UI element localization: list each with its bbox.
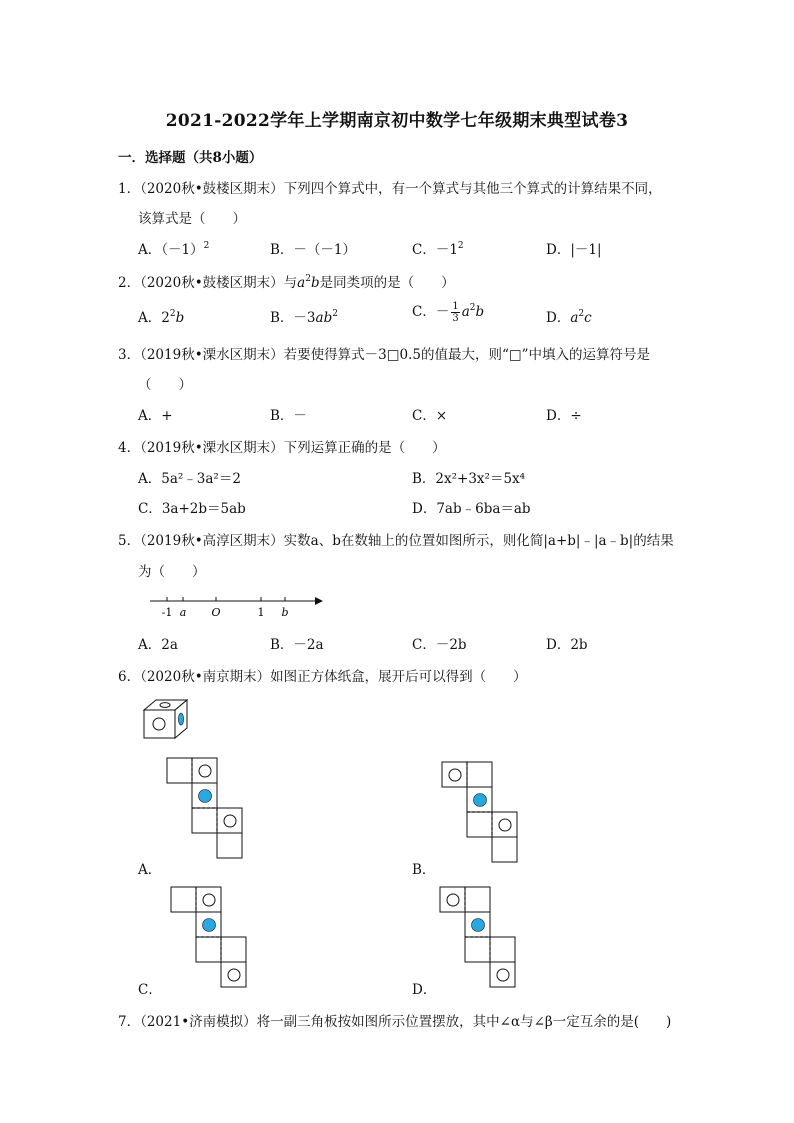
question-1-stem: 1．（2020秋•鼓楼区期末）下列四个算式中，有一个算式与其他三个算式的计算结果不同，	[118, 181, 662, 197]
cube-front-face	[144, 710, 175, 738]
filled-circle-icon	[203, 919, 216, 932]
q2-c-var: a	[461, 304, 470, 320]
q2-stem-pre: 2．（2020秋•鼓楼区期末）与	[118, 275, 298, 291]
q2-a-var: b	[175, 310, 185, 326]
label-minus-one: -1	[161, 606, 173, 619]
question-3-stem: 3．（2019秋•溧水区期末）若要使得算式－3□0.5的值最大，则“□”中填入的运算符号是	[118, 347, 651, 363]
question-3-stem-cont: （ ）	[138, 377, 192, 393]
label-a: a	[179, 606, 187, 619]
q2-b-pre: B．－3	[270, 310, 316, 326]
page-title: 2021-2022学年上学期南京初中数学七年级期末典型试卷3	[165, 111, 629, 131]
net-figure-a	[166, 757, 248, 860]
q5-option-a[interactable]: A．2a	[138, 637, 178, 653]
q4-option-d[interactable]: D．7ab﹣6ba＝ab	[412, 501, 531, 517]
filled-circle-icon	[199, 790, 212, 803]
question-4-stem: 4．（2019秋•溧水区期末）下列运算正确的是（ ）	[118, 440, 446, 456]
cube-figure	[142, 696, 192, 742]
q3-option-a[interactable]: A．+	[138, 408, 173, 424]
q4-option-b[interactable]: B．2x²+3x²＝5x⁴	[412, 471, 526, 487]
q2-a-pre: A．2	[138, 310, 170, 326]
filled-circle-icon	[178, 713, 183, 725]
q1-option-d[interactable]: D．|－1|	[546, 242, 602, 258]
q2-c-numerator: 1	[452, 301, 459, 312]
net-figure-c	[170, 886, 252, 989]
question-7-stem: 7．（2021•济南模拟）将一副三角板按如图所示位置摆放，其中∠α与∠β一定互余的是( )	[118, 1014, 672, 1030]
q6-option-d[interactable]: D．	[412, 982, 437, 998]
q3-option-d[interactable]: D．÷	[546, 408, 582, 424]
q6-option-c[interactable]: C．	[138, 982, 162, 998]
q1-option-a-exp: 2	[203, 241, 210, 251]
q2-d-pre: D．	[546, 310, 571, 326]
q3-option-c[interactable]: C．×	[412, 408, 448, 424]
q1-option-c-exp: 2	[457, 241, 464, 251]
question-2-stem	[118, 271, 455, 291]
q2-stem-post: 是同类项的是（ ）	[319, 275, 455, 291]
q2-var: a	[297, 275, 306, 291]
q2-d-var: a	[570, 310, 579, 326]
q1-option-b[interactable]: B．－（－1）	[270, 242, 357, 258]
q5-option-b[interactable]: B．－2a	[270, 637, 324, 653]
q1-option-c-text: C．－1	[412, 242, 458, 258]
net-figure-d	[439, 886, 521, 989]
q2-option-b[interactable]	[270, 306, 338, 326]
q2-b-sup: 2	[332, 309, 338, 319]
q2-var2: b	[310, 275, 320, 291]
label-b: b	[281, 606, 289, 619]
number-line-figure	[145, 590, 330, 620]
label-one: 1	[257, 606, 265, 619]
q2-option-d[interactable]	[546, 306, 592, 326]
q2-sup: 2	[305, 274, 311, 284]
arrow-right-icon	[315, 597, 323, 605]
filled-circle-icon	[472, 919, 485, 932]
q2-b-var: ab	[315, 310, 333, 326]
q2-d-sup: 2	[578, 309, 585, 319]
q6-option-b[interactable]: B．	[412, 862, 436, 878]
q2-c-denominator: 3	[452, 313, 459, 324]
q2-a-sup: 2	[169, 309, 176, 319]
q1-option-a[interactable]	[138, 238, 209, 258]
q4-option-a[interactable]: A．5a²﹣3a²＝2	[138, 471, 241, 487]
q2-c-var2: b	[475, 304, 485, 320]
question-5-stem-cont: 为（ ）	[138, 564, 206, 580]
q1-option-a-text: A．（－1）	[138, 242, 204, 258]
net-figure-b	[441, 761, 523, 864]
label-origin: O	[211, 606, 221, 619]
q1-option-c[interactable]	[412, 238, 464, 258]
q2-c-sup: 2	[469, 303, 476, 313]
q2-c-fraction	[451, 301, 459, 324]
q3-option-b[interactable]: B．－	[270, 408, 307, 424]
question-5-stem: 5．（2019秋•高淳区期末）实数a、b在数轴上的位置如图所示，则化简|a+b|﹣|a﹣b|的结果	[118, 533, 674, 549]
q2-option-c[interactable]	[412, 300, 484, 324]
q4-option-c[interactable]: C．3a+2b＝5ab	[138, 501, 246, 517]
q2-c-pre: C．－	[412, 304, 450, 320]
q2-option-a[interactable]	[138, 306, 184, 326]
q5-option-d[interactable]: D．2b	[546, 637, 588, 653]
q5-option-c[interactable]: C．－2b	[412, 637, 467, 653]
question-1-stem-cont: 该算式是（ ）	[138, 211, 246, 227]
filled-circle-icon	[474, 794, 487, 807]
section-heading: 一．选择题（共8小题）	[118, 150, 263, 166]
question-6-stem: 6．（2020秋•南京期末）如图正方体纸盒，展开后可以得到（ ）	[118, 669, 527, 685]
q2-d-var2: c	[584, 310, 592, 326]
q6-option-a[interactable]: A．	[138, 862, 162, 878]
